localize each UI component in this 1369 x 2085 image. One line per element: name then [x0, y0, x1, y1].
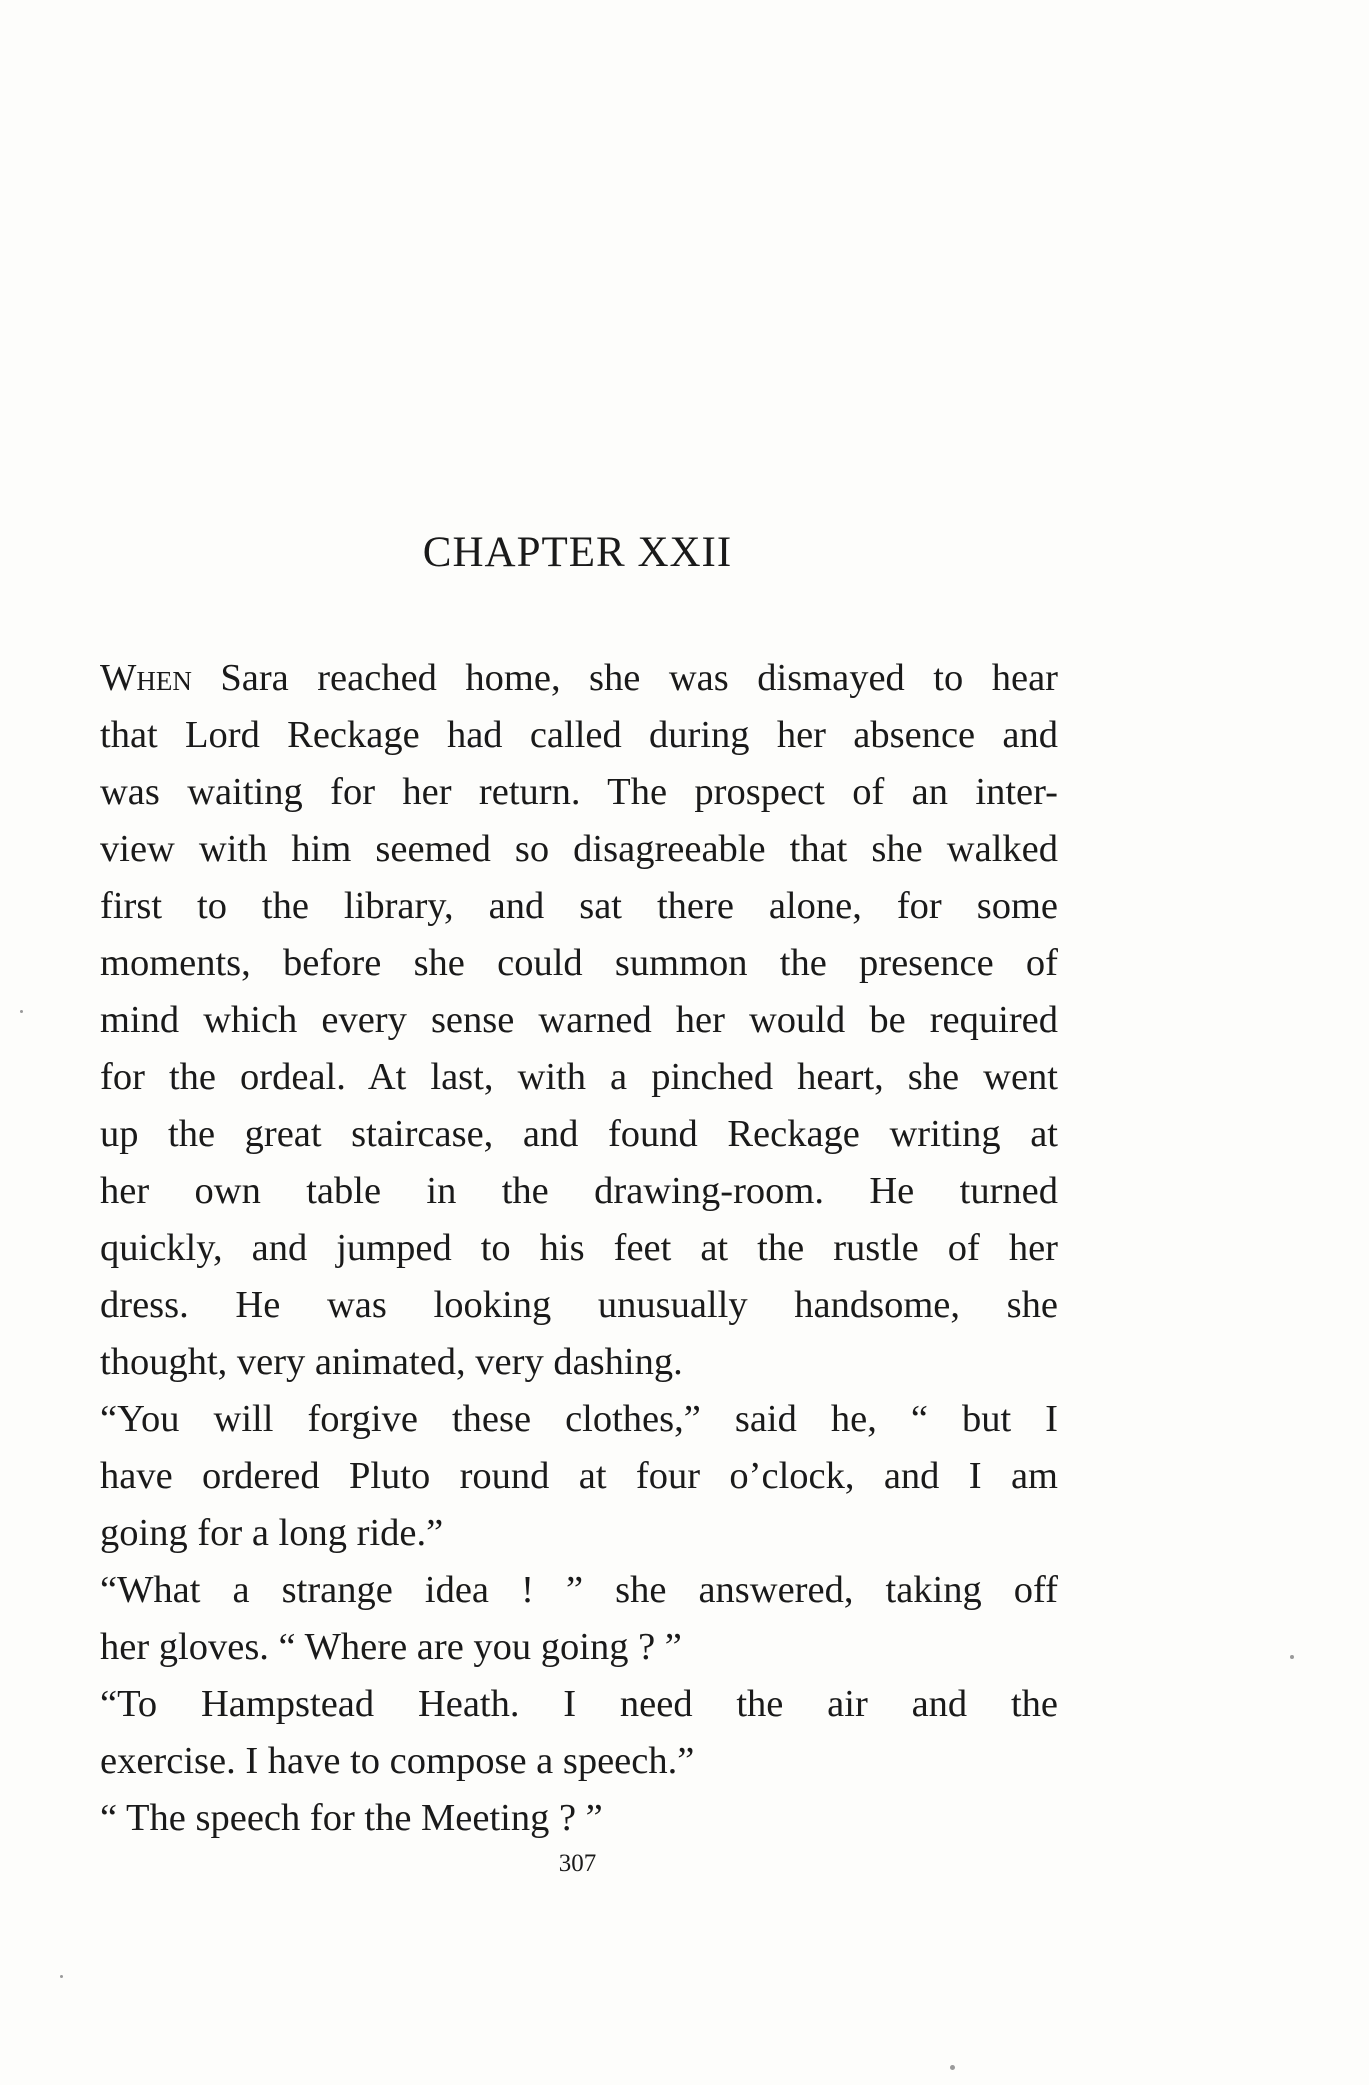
text-line: exercise. I have to compose a speech.”	[100, 1740, 695, 1782]
text-line: was waiting for her return. The prospect of an inter-	[100, 771, 1058, 813]
text-line: first to the library, and sat there alone, for some	[100, 885, 1058, 927]
opening-word: When	[100, 657, 192, 699]
scan-speck	[1290, 1655, 1294, 1659]
text-line: up the great staircase, and found Reckage writing at	[100, 1113, 1058, 1155]
text-line: When Sara reached home, she was dismayed to hear	[100, 657, 1058, 699]
text-line: mind which every sense warned her would be required	[100, 999, 1058, 1041]
text-line: moments, before she could summon the presence of	[100, 942, 1058, 984]
text-line: going for a long ride.”	[100, 1512, 444, 1554]
text-line: that Lord Reckage had called during her absence and	[100, 714, 1058, 756]
text-line: dress. He was looking unusually handsome, she	[100, 1284, 1058, 1326]
text-line: her own table in the drawing-room. He turned	[100, 1170, 1058, 1212]
text-line: have ordered Pluto round at four o’clock, and I am	[100, 1455, 1058, 1497]
chapter-title: CHAPTER XXII	[422, 529, 733, 576]
scan-speck	[60, 1975, 63, 1978]
scan-speck	[950, 2065, 955, 2070]
text-line: “What a strange idea ! ” she answered, taking off	[100, 1569, 1058, 1611]
text-line: thought, very animated, very dashing.	[100, 1341, 683, 1383]
text-line: quickly, and jumped to his feet at the rustle of her	[100, 1227, 1058, 1269]
page-number: 307	[558, 1850, 597, 1877]
text-line: view with him seemed so disagreeable that she walked	[100, 828, 1058, 870]
text-line: “ The speech for the Meeting ? ”	[100, 1797, 603, 1839]
text-line: “You will forgive these clothes,” said he, “ but I	[100, 1398, 1058, 1440]
text-line: her gloves. “ Where are you going ? ”	[100, 1626, 682, 1668]
scan-speck	[20, 1010, 23, 1013]
body-text	[100, 650, 1058, 1847]
text-line: for the ordeal. At last, with a pinched heart, she went	[100, 1056, 1058, 1098]
text-line: “To Hampstead Heath. I need the air and the	[100, 1683, 1058, 1725]
